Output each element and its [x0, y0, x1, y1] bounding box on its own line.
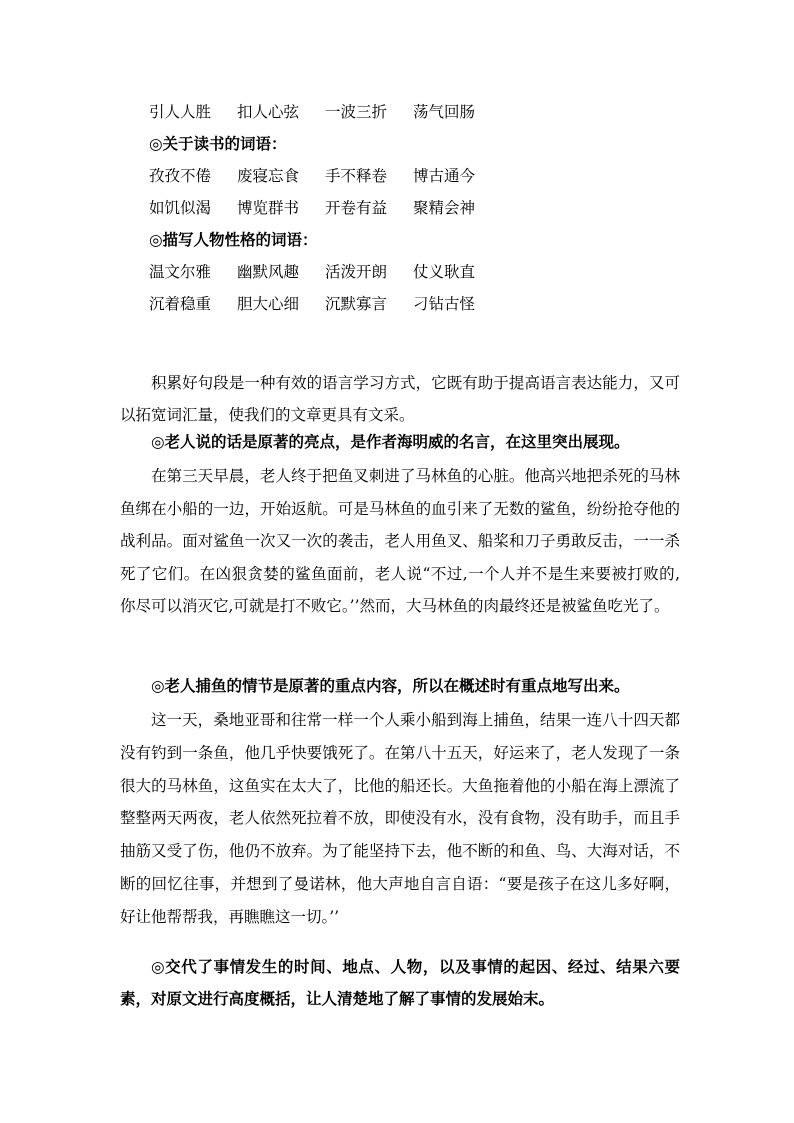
idiom-row: [149, 262, 501, 282]
idiom-word: 博览群书: [237, 199, 300, 217]
idiom-word: 荡气回肠: [413, 103, 476, 121]
note-block: [120, 676, 680, 696]
story-paragraph-block: [120, 460, 680, 623]
story-paragraph: 在第三天早晨，老人终于把鱼叉刺进了马林鱼的心脏。他高兴地把杀死的马林鱼绑在小船的一边，开始返航。可是马林鱼的血引来了无数的鲨鱼，纷纷抢夺他的战利品。面对鲨鱼一次又一次的袭击，老人用鱼叉、船桨和刀子勇敢反击，一一杀死了它们。在凶狠贪婪的鲨鱼面前，老人说“不过,一个人并不是生来要被打败的,你尽可以消灭它,可就是打不败它。’’然而，大马林鱼的肉最终还是被鲨鱼吃光了。: [120, 467, 680, 615]
character-heading: ◎描写人物性格的词语：: [149, 230, 318, 249]
idiom-word: 开卷有益: [325, 199, 388, 217]
intro-paragraph-block: [120, 367, 680, 431]
idiom-word: 废寝忘食: [237, 167, 300, 185]
note-block: [120, 951, 680, 1015]
idiom-word: 温文尔雅: [149, 263, 212, 281]
story-paragraph-block: [120, 704, 680, 934]
story-paragraph: 这一天，桑地亚哥和往常一样一个人乘小船到海上捕鱼，结果一连八十四天都没有钓到一条鱼，他几乎快要饿死了。在第八十五天，好运来了，老人发现了一条很大的马林鱼，这鱼实在太大了，比他的船还长。大鱼拖着他的小船在海上漂流了整整两天两夜，老人依然死拉着不放，即使没有水，没有食物，没有助手，而且手抽筋又受了伤，他仍不放弃。为了能坚持下去，他不断的和鱼、鸟、大海对话，不断的回忆往事，并想到了曼诺林，他大声地自言自语：“要是孩子在这儿多好啊，好让他帮帮我，再瞧瞧这一切。’’: [120, 711, 680, 926]
idiom-word: 如饥似渴: [149, 199, 212, 217]
intro-paragraph: 积累好句段是一种有效的语言学习方式，它既有助于提高语言表达能力，又可以拓宽词汇量，使我们的文章更具有文采。: [120, 374, 680, 424]
idiom-word: 博古通今: [413, 167, 476, 185]
annotation-note: ◎老人捕鱼的情节是原著的重点内容，所以在概述时有重点地写出来。: [151, 676, 630, 695]
idiom-row: [149, 102, 501, 122]
idiom-word: 活泼开朗: [325, 263, 388, 281]
annotation-note: ◎交代了事情发生的时间、地点、人物，以及事情的起因、经过、结果六要素，对原文进行高度概括，让人清楚地了解了事情的发展始末。: [120, 957, 680, 1008]
idiom-word: 仗义耿直: [413, 263, 476, 281]
idiom-word: 扣人心弦: [237, 103, 300, 121]
idiom-word: 刁钻古怪: [413, 295, 476, 313]
idiom-word: 手不释卷: [325, 167, 388, 185]
idiom-word: 孜孜不倦: [149, 167, 212, 185]
idiom-word: 引人人胜: [149, 103, 212, 121]
note-block: [120, 432, 680, 452]
idiom-word: 沉着稳重: [149, 295, 212, 313]
idiom-word: 幽默风趣: [237, 263, 300, 281]
idiom-word: 沉默寡言: [325, 295, 388, 313]
idiom-word: 一波三折: [325, 103, 388, 121]
idiom-word: 胆大心细: [237, 295, 300, 313]
idiom-word: 聚精会神: [413, 199, 476, 217]
idiom-row: [149, 294, 501, 314]
reading-heading: ◎关于读书的词语：: [149, 134, 287, 153]
idiom-row: [149, 166, 501, 186]
idiom-row: [149, 198, 501, 218]
annotation-note: ◎老人说的话是原著的亮点，是作者海明威的名言，在这里突出展现。: [151, 432, 630, 451]
